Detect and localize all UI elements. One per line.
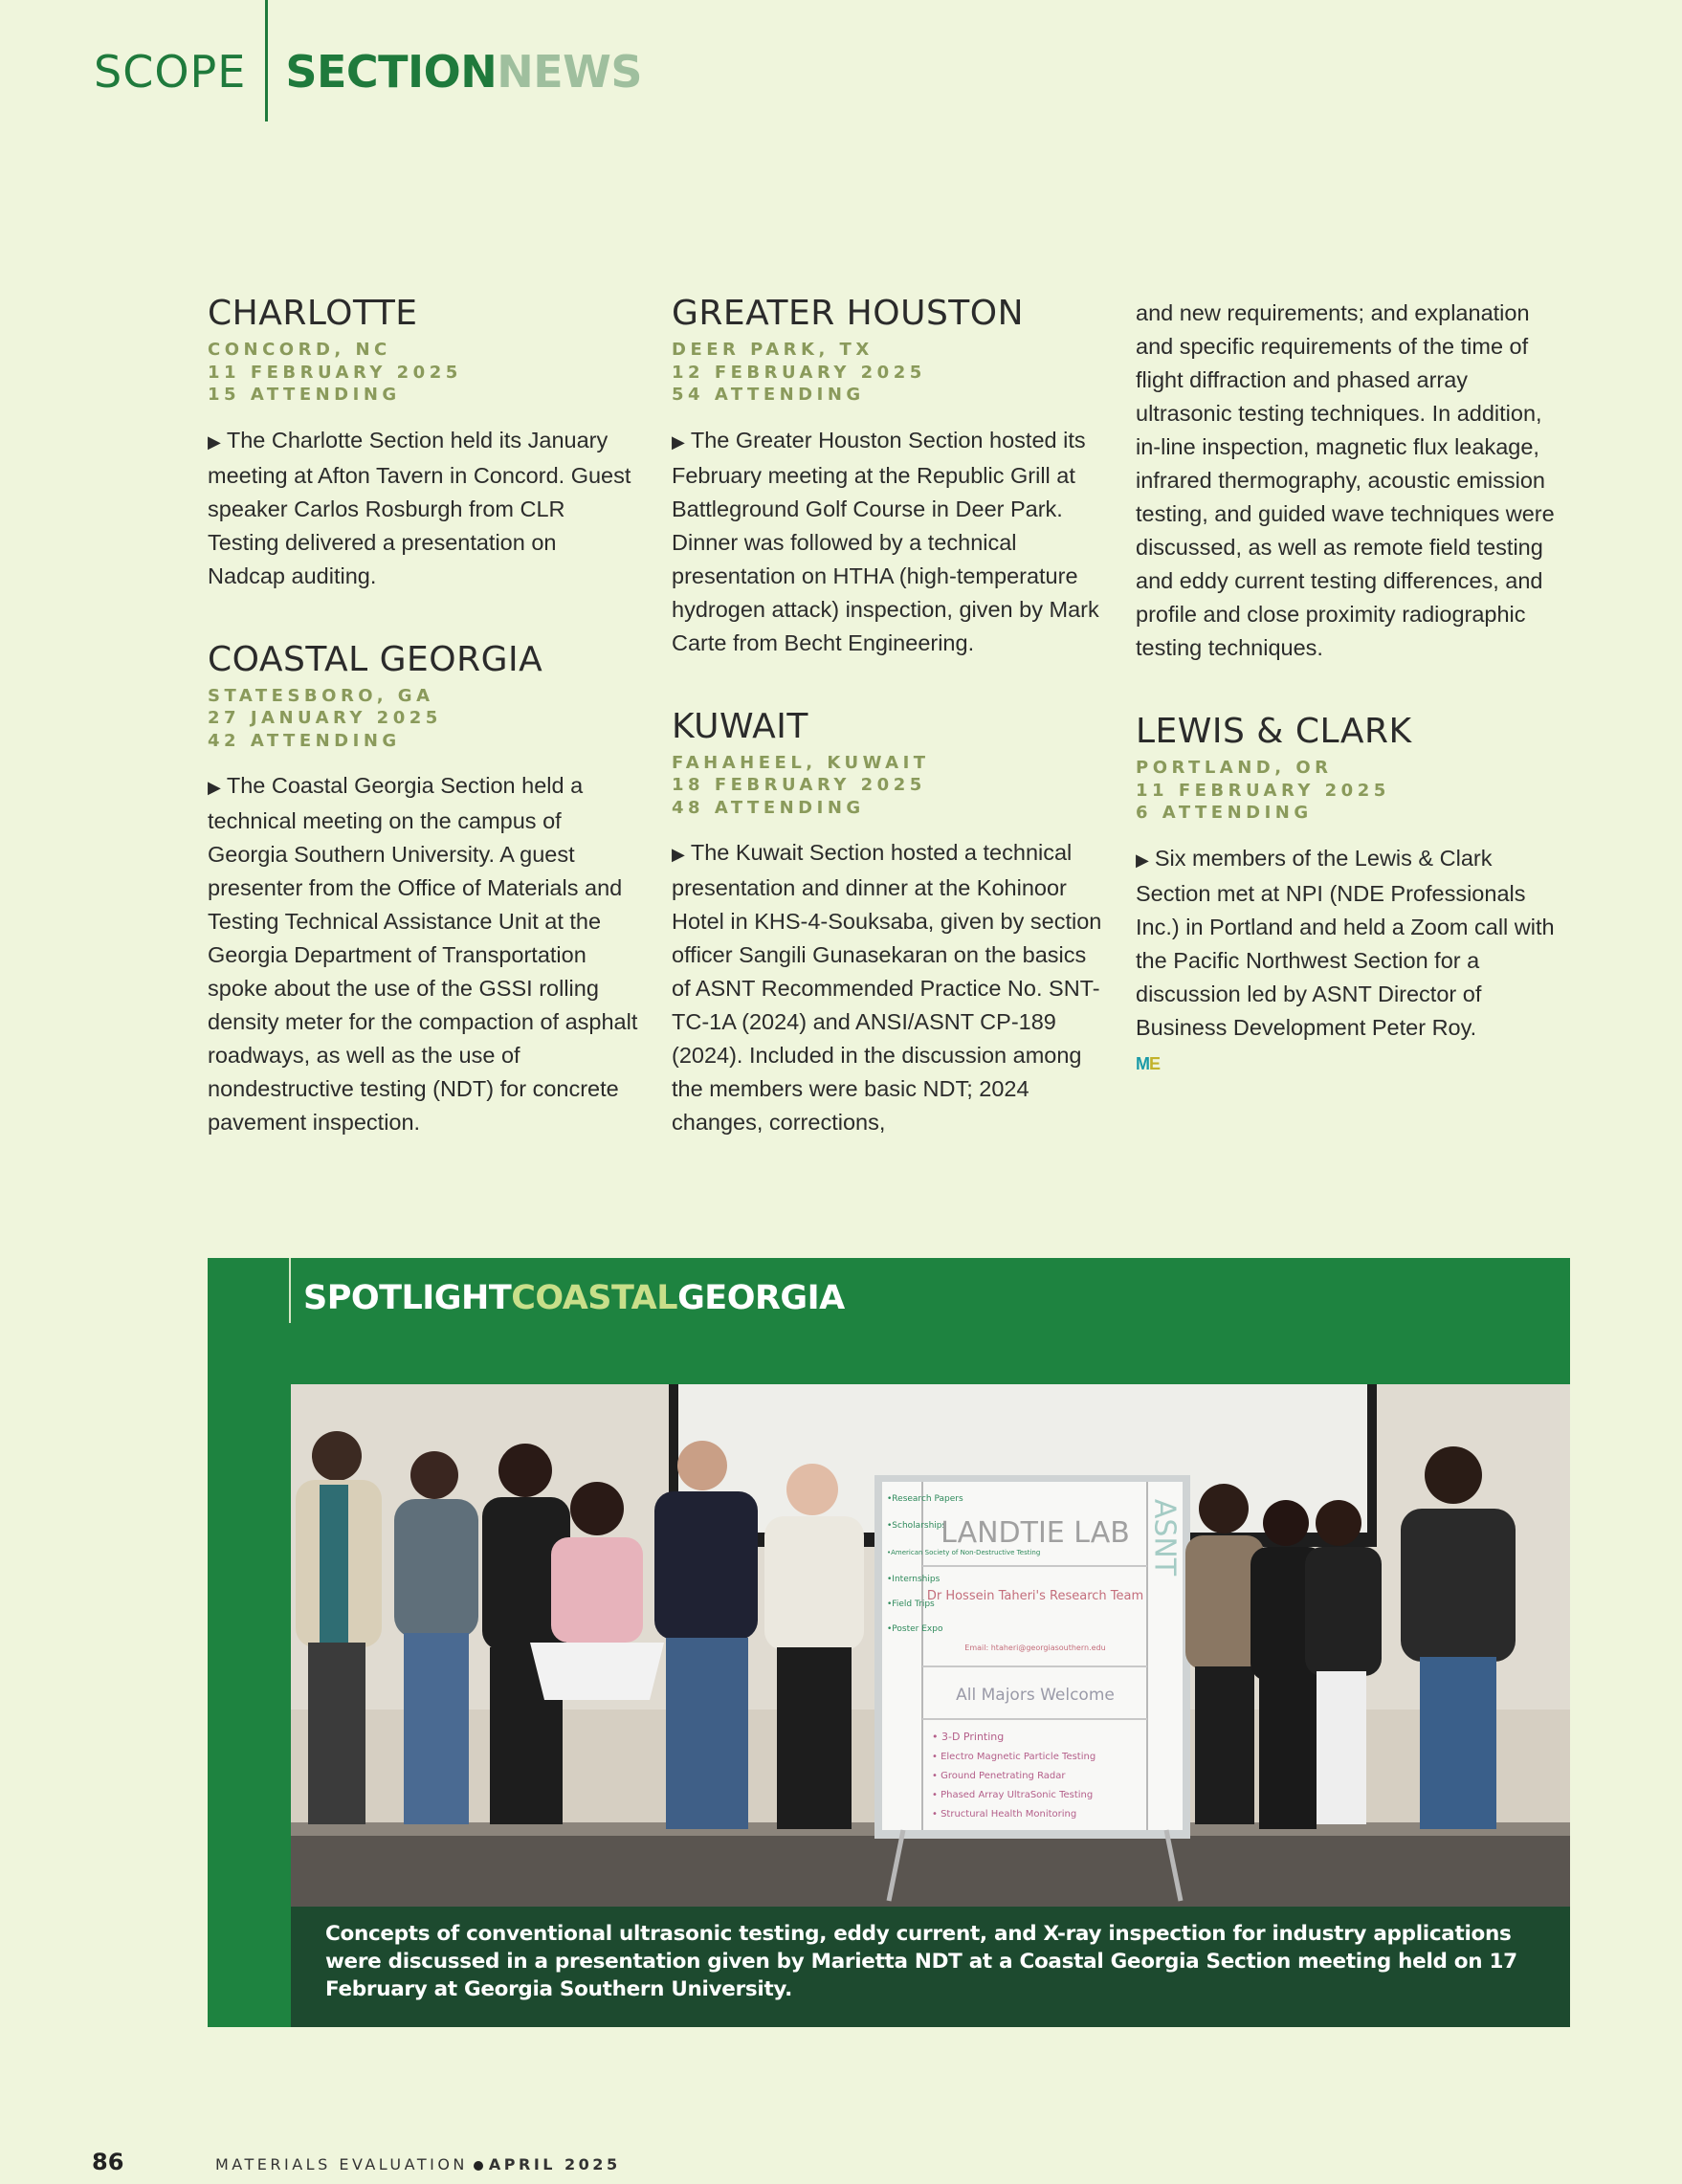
entry-body — [208, 424, 638, 593]
spotlight-box — [208, 1258, 1570, 2027]
wb-bullet-1: • 3-D Printing — [932, 1731, 1005, 1743]
entry-title: COASTAL GEORGIA — [208, 639, 543, 679]
entry-location: CONCORD, NC — [208, 340, 391, 360]
entry-title: GREATER HOUSTON — [672, 294, 1025, 333]
wb-welcome: All Majors Welcome — [956, 1686, 1115, 1705]
entry-date: 18 FEBRUARY 2025 — [672, 775, 926, 795]
page-number: 86 — [92, 2149, 124, 2175]
entry-body-text: The Kuwait Section hosted a technical presentation and dinner at the Kohinoor Hotel in KHS-4-Souksaba, given by section officer Sangili Gunasekaran on the basics of ASNT Recommended Practice No. SNT-TC-1A (2024) and ANSI/ASNT CP-189 (2024). Included in the discussion among the members were basic NDT; 2024 changes, corrections, — [672, 840, 1102, 1135]
entry-meta — [208, 339, 638, 407]
spotlight-title-c: GEORGIA — [677, 1279, 845, 1317]
me-logo-icon — [1136, 1054, 1566, 1074]
entry-body-text: The Coastal Georgia Section held a technical meeting on the campus of Georgia Southern University. A guest presenter from the Office of Materials and Testing Technical Assistance Unit at the Georgia Department of Transportation spoke about the use of the GSSI rolling density meter for the compaction of asphalt roadways, as well as the use of nondestructive testing (NDT) for concrete pavement inspection. — [208, 773, 638, 1135]
entry-date: 11 FEBRUARY 2025 — [1136, 780, 1390, 801]
entry-date: 27 JANUARY 2025 — [208, 708, 442, 728]
entry-meta — [672, 339, 1102, 407]
triangle-bullet-icon: ▶ — [672, 845, 685, 864]
column-1 — [208, 289, 638, 1181]
entry-meta — [1136, 757, 1566, 825]
scope-label: SCOPE — [94, 45, 247, 98]
wb-left-3: •American Society of Non-Destructive Testing — [887, 1549, 1041, 1556]
spotlight-divider — [289, 1258, 291, 1323]
triangle-bullet-icon: ▶ — [1136, 849, 1149, 870]
entry-attending: 48 ATTENDING — [672, 797, 865, 818]
entry-attending: 6 ATTENDING — [1136, 803, 1313, 823]
logo-e: E — [1149, 1053, 1161, 1073]
entry-lewis-clark — [1136, 707, 1566, 1074]
spotlight-title-b: COASTAL — [511, 1279, 678, 1317]
section-label — [285, 25, 642, 98]
header-divider — [265, 0, 268, 121]
news-word: NEWS — [497, 45, 643, 98]
photo-caption: Concepts of conventional ultrasonic testing, eddy current, and X-ray inspection for industry applications were discussed in a presentation given by Marietta NDT at a Coastal Georgia Section meeting held on 17 February at Georgia Southern University. — [291, 1907, 1570, 2027]
entry-body — [672, 424, 1102, 660]
entry-attending: 54 ATTENDING — [672, 385, 865, 405]
entry-kuwait — [672, 702, 1102, 1140]
spotlight-title-a: SPOTLIGHT — [303, 1279, 512, 1317]
entry-body-text: The Charlotte Section held its January meeting at Afton Tavern in Concord. Guest speaker Carlos Rosburgh from CLR Testing delivered a presentation on Nadcap auditing. — [208, 427, 631, 588]
entry-attending: 15 ATTENDING — [208, 385, 401, 405]
section-word: SECTION — [285, 45, 498, 98]
entry-location: STATESBORO, GA — [208, 685, 434, 706]
issue-date: APRIL 2025 — [488, 2155, 621, 2173]
bullet-dot-icon — [474, 2161, 483, 2171]
spotlight-title — [303, 1279, 845, 1317]
wb-left-1: •Research Papers — [887, 1494, 963, 1504]
entry-title: KUWAIT — [672, 706, 808, 746]
wb-left-4: •Internships — [887, 1575, 941, 1584]
entry-meta — [208, 685, 638, 753]
logo-m: M — [1136, 1053, 1149, 1073]
column-2 — [672, 289, 1102, 1181]
wb-bullet-3: • Ground Penetrating Radar — [932, 1771, 1066, 1781]
wb-bullet-4: • Phased Array UltraSonic Testing — [932, 1790, 1094, 1800]
entry-body — [208, 769, 638, 1139]
continued-text: and new requirements; and explanation and specific requirements of the time of flight diffraction and phased array ultrasonic testing techniques. In addition, in-line inspection, magnetic flux leakage, infrared thermography, acoustic emission testing, and guided wave techniques were discussed, as well as remote field testing and eddy current testing differences, and profile and close proximity radiographic testing techniques. — [1136, 300, 1555, 660]
group-photo-illustration — [291, 1384, 1570, 1907]
wb-left-6: •Poster Expo — [887, 1624, 943, 1634]
wb-bullet-2: • Electro Magnetic Particle Testing — [932, 1752, 1096, 1762]
wb-left-5: •Field Trips — [887, 1599, 935, 1609]
page-header — [94, 0, 642, 121]
wb-email: Email: htaheri@georgiasouthern.edu — [964, 1644, 1106, 1652]
group-photo — [291, 1384, 1570, 1907]
wb-bullet-5: • Structural Health Monitoring — [932, 1809, 1077, 1820]
entry-location: PORTLAND, OR — [1136, 758, 1333, 778]
entry-attending: 42 ATTENDING — [208, 730, 401, 751]
entry-coastal-georgia — [208, 635, 638, 1140]
entry-location: DEER PARK, TX — [672, 340, 874, 360]
entry-body-text: Six members of the Lewis & Clark Section met at NPI (NDE Professionals Inc.) in Portland and held a Zoom call with the Pacific Northwest Section for a discussion led by ASNT Director of Business Development Peter Roy. — [1136, 845, 1555, 1040]
entry-location: FAHAHEEL, KUWAIT — [672, 752, 930, 773]
entry-title: CHARLOTTE — [208, 294, 418, 333]
magazine-name: MATERIALS EVALUATION — [215, 2155, 468, 2173]
column-3 — [1136, 297, 1566, 1116]
wb-left-2: •Scholarships — [887, 1521, 947, 1531]
wb-heading: LANDTIE LAB — [941, 1516, 1130, 1550]
entry-greater-houston — [672, 289, 1102, 660]
wb-team: Dr Hossein Taheri's Research Team — [926, 1589, 1144, 1603]
entry-charlotte — [208, 289, 638, 593]
entry-meta — [672, 752, 1102, 820]
triangle-bullet-icon: ▶ — [672, 431, 685, 452]
wb-side: ASNT — [1147, 1498, 1182, 1577]
entry-body — [1136, 842, 1566, 1045]
entry-body — [672, 836, 1102, 1139]
triangle-bullet-icon: ▶ — [208, 431, 221, 452]
entry-title: LEWIS & CLARK — [1136, 712, 1412, 751]
entry-date: 12 FEBRUARY 2025 — [672, 362, 926, 383]
entry-body-text: The Greater Houston Section hosted its February meeting at the Republic Grill at Battleground Golf Course in Deer Park. Dinner was followed by a technical presentation on HTHA (high-temperature hydrogen attack) inspection, given by Mark Carte from Becht Engineering. — [672, 427, 1099, 655]
entry-date: 11 FEBRUARY 2025 — [208, 362, 462, 383]
triangle-bullet-icon: ▶ — [208, 778, 221, 797]
footer-magazine — [215, 2155, 621, 2173]
